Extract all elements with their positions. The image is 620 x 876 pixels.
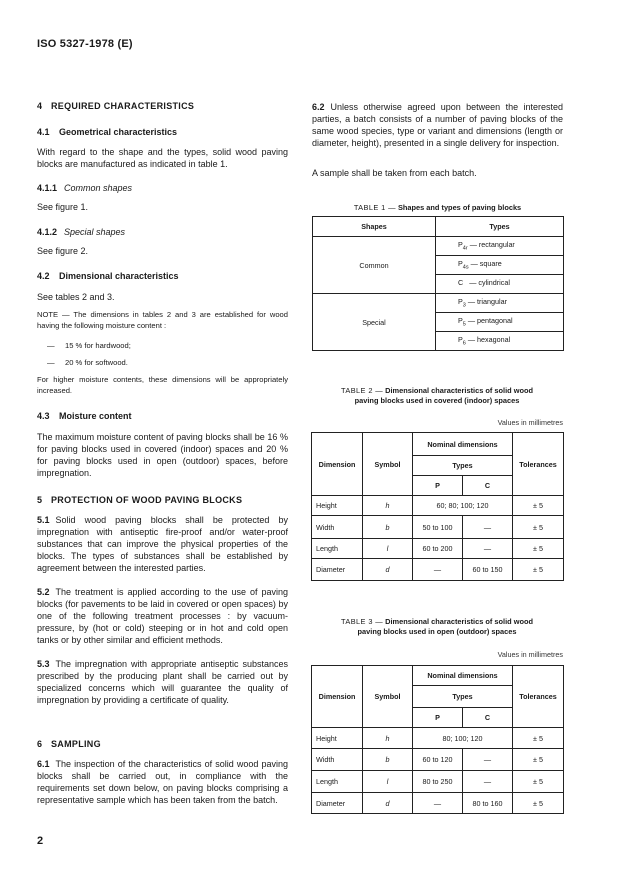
symbol-cell: b (363, 516, 413, 539)
type-cell (436, 275, 564, 294)
section-5-3-paragraph (37, 658, 288, 706)
clause-number: 5.1 (37, 515, 50, 525)
section-4-1-body: With regard to the shape and the types, solid wood paving blocks are manufactured as indicated in table 1. (37, 147, 288, 169)
type-subscript: 3 (462, 302, 466, 309)
note-item-text: 20 % for softwood. (65, 358, 128, 367)
dimension-cell: Diameter (312, 793, 363, 814)
section-4-2-note-after: For higher moisture contents, these dimensions will be appropriately increased. (37, 375, 288, 395)
section-5-1-paragraph (37, 514, 288, 574)
table-row (313, 294, 564, 313)
document-header: ISO 5327-1978 (E) (37, 38, 133, 50)
type-subscript: 6 (462, 340, 466, 347)
header-shapes: Shapes (313, 217, 436, 237)
type-cell (436, 237, 564, 256)
header-type-p: P (413, 708, 463, 728)
type-cell (436, 332, 564, 351)
type-symbol: P (458, 297, 463, 307)
note-list-item (37, 357, 298, 368)
table-row (312, 771, 564, 793)
table-row (312, 559, 564, 581)
table-2-caption (300, 386, 574, 406)
section-6-1-paragraph (37, 758, 288, 806)
header-symbol: Symbol (363, 433, 413, 496)
section-4-1-heading (37, 127, 288, 137)
table-1-caption (312, 203, 563, 213)
type-symbol: C (458, 278, 464, 288)
clause-text: Unless otherwise agreed upon between the interested parties, a batch consists of a number of paving blocks of the same wood species, type or variant and dimensions (length or diameter, height), presented in a single delivery for inspection. (312, 102, 563, 148)
header-type-c: C (463, 708, 513, 728)
dash-bullet: — (47, 341, 55, 350)
c-cell: — (463, 749, 513, 771)
clause-number: 5.2 (37, 587, 50, 597)
nominal-cell: 60; 80; 100; 120 (413, 496, 513, 516)
section-4-3-body: The maximum moisture content of paving blocks shall be 16 % for paving blocks used in covered (indoor) spaces and 20 % for paving blocks used in open (outdoor) spaces, before impregnation. (37, 432, 288, 478)
symbol-cell: l (363, 539, 413, 559)
section-4-2-body: See tables 2 and 3. (37, 292, 115, 302)
table-title: Dimensional characteristics of solid wood (385, 386, 533, 395)
table-header-row (312, 433, 564, 456)
tolerance-cell: ± 5 (513, 793, 564, 814)
section-title: Moisture content (59, 411, 132, 421)
table-1-shapes-and-types (312, 216, 564, 351)
section-4-heading (37, 101, 288, 111)
tolerance-cell: ± 5 (513, 559, 564, 581)
caption-line-1 (300, 617, 574, 627)
section-4-1-1-body: See figure 1. (37, 202, 89, 212)
type-name: — triangular (467, 297, 508, 307)
section-title: Special shapes (64, 227, 126, 237)
type-symbol: P (458, 240, 463, 250)
type-subscript: 5 (462, 321, 466, 328)
symbol-cell: l (363, 771, 413, 793)
section-4-2-note: NOTE — The dimensions in tables 2 and 3 are established for wood having the following moisture content : (37, 310, 288, 330)
header-symbol: Symbol (363, 666, 413, 728)
tolerance-cell: ± 5 (513, 728, 564, 749)
header-nominal-dimensions: Nominal dimensions (413, 433, 513, 456)
table-row (312, 728, 564, 749)
type-cell (436, 313, 564, 332)
p-cell: — (413, 793, 463, 814)
tolerance-cell: ± 5 (513, 496, 564, 516)
dimension-cell: Height (312, 728, 363, 749)
header-tolerances: Tolerances (513, 433, 564, 496)
table-label: TABLE 2 — (341, 386, 384, 395)
table-3-caption (300, 617, 574, 637)
clause-number: 6.2 (312, 102, 325, 112)
sample-note: A sample shall be taken from each batch. (312, 168, 477, 178)
section-4-1-2-body: See figure 2. (37, 246, 89, 256)
section-number: 6 (37, 739, 43, 749)
section-title: Geometrical characteristics (59, 127, 178, 137)
table-label: TABLE 3 — (341, 617, 384, 626)
table-header-row (313, 217, 564, 237)
note-item-text: 15 % for hardwood; (65, 341, 131, 350)
section-4-1-1-heading (37, 183, 288, 193)
p-cell: 60 to 120 (413, 749, 463, 771)
type-cell (436, 294, 564, 313)
table-3-dimensions-outdoor (311, 665, 564, 814)
section-5-2-paragraph (37, 586, 288, 646)
type-subscript: 4r (462, 245, 468, 252)
c-cell: — (463, 771, 513, 793)
caption-line-1 (300, 386, 574, 396)
type-symbol: P (458, 335, 463, 345)
header-type-p: P (413, 476, 463, 496)
section-number: 4.1.2 (37, 227, 58, 237)
header-dimension: Dimension (312, 666, 363, 728)
dimension-cell: Length (312, 771, 363, 793)
clause-number: 6.1 (37, 759, 50, 769)
clause-text: Solid wood paving blocks shall be protected by impregnation with antiseptic fire-proof and/or water-proof substances that can improve the physical properties of the blocks. The types of substances shall be established by agreement between the interested parties. (37, 515, 288, 573)
dimension-cell: Width (312, 516, 363, 539)
table-title: Shapes and types of paving blocks (397, 203, 522, 212)
c-cell: — (463, 516, 513, 539)
type-symbol: P (458, 316, 463, 326)
table-row (313, 237, 564, 256)
header-types: Types (436, 217, 564, 237)
table-row (312, 749, 564, 771)
type-subscript: 4s (462, 264, 469, 271)
shape-group-common: Common (313, 237, 436, 294)
section-4-2-heading (37, 271, 288, 281)
header-dimension: Dimension (312, 433, 363, 496)
table-2-dimensions-indoor (311, 432, 564, 581)
section-title: REQUIRED CHARACTERISTICS (51, 101, 195, 111)
type-cell (436, 256, 564, 275)
dimension-cell: Width (312, 749, 363, 771)
c-cell: — (463, 539, 513, 559)
table-row (312, 496, 564, 516)
section-6-2-paragraph (312, 101, 563, 149)
type-name: — cylindrical (465, 278, 510, 288)
tolerance-cell: ± 5 (513, 539, 564, 559)
section-number: 4.1.1 (37, 183, 58, 193)
table-3-units: Values in millimetres (497, 650, 563, 659)
dimension-cell: Length (312, 539, 363, 559)
section-4-3-heading (37, 411, 288, 421)
table-label: TABLE 1 — (353, 203, 396, 212)
c-cell: 80 to 160 (463, 793, 513, 814)
page-number: 2 (37, 835, 44, 847)
table-header-row (312, 666, 564, 686)
symbol-cell: h (363, 496, 413, 516)
section-number: 4.3 (37, 411, 50, 421)
section-number: 4 (37, 101, 43, 111)
dash-bullet: — (47, 358, 55, 367)
header-types: Types (413, 456, 513, 476)
section-5-heading (37, 495, 288, 505)
clause-number: 5.3 (37, 659, 50, 669)
type-name: — hexagonal (467, 335, 511, 345)
section-title: Common shapes (64, 183, 133, 193)
section-number: 4.1 (37, 127, 50, 137)
p-cell: 60 to 200 (413, 539, 463, 559)
type-symbol: P (458, 259, 463, 269)
p-cell: 50 to 100 (413, 516, 463, 539)
symbol-cell: h (363, 728, 413, 749)
symbol-cell: d (363, 559, 413, 581)
p-cell: — (413, 559, 463, 581)
clause-text: The impregnation with appropriate antiseptic substances prescribed by the producing plant shall be carried out by specialized concerns which will guarantee the quality of impregnation by providing a certificate of quality. (37, 659, 288, 705)
clause-text: The treatment is applied according to the use of paving blocks (for pavements to be laid in covered or open spaces) by one of the following treatment processes : by vacuum-pressure, by (hot or cold) steeping or in hot and cold open tanks or by other similar and efficient methods. (37, 587, 288, 645)
table-title: Dimensional characteristics of solid wood (385, 617, 533, 626)
section-number: 5 (37, 495, 43, 505)
section-4-1-2-heading (37, 227, 288, 237)
type-name: — pentagonal (467, 316, 513, 326)
table-2-units: Values in millimetres (497, 418, 563, 427)
dimension-cell: Diameter (312, 559, 363, 581)
p-cell: 80 to 250 (413, 771, 463, 793)
dimension-cell: Height (312, 496, 363, 516)
section-title: SAMPLING (51, 739, 101, 749)
header-nominal-dimensions: Nominal dimensions (413, 666, 513, 686)
section-title: PROTECTION OF WOOD PAVING BLOCKS (51, 495, 243, 505)
clause-text: The inspection of the characteristics of solid wood paving blocks shall be carried out, in compliance with the requirements set down below, on paving blocks comprising a representative sample which has been taken from the batch. (37, 759, 288, 805)
table-title-line-2: paving blocks used in covered (indoor) spaces (354, 396, 520, 405)
note-list-item (37, 340, 298, 351)
section-6-heading (37, 739, 288, 749)
type-name: — rectangular (469, 240, 515, 250)
header-type-c: C (463, 476, 513, 496)
symbol-cell: d (363, 793, 413, 814)
table-title-line-2: paving blocks used in open (outdoor) spaces (357, 627, 517, 636)
section-number: 4.2 (37, 271, 50, 281)
section-title: Dimensional characteristics (59, 271, 179, 281)
shape-group-special: Special (313, 294, 436, 351)
tolerance-cell: ± 5 (513, 749, 564, 771)
tolerance-cell: ± 5 (513, 771, 564, 793)
nominal-cell: 80; 100; 120 (413, 728, 513, 749)
table-row (312, 516, 564, 539)
table-row (312, 793, 564, 814)
header-tolerances: Tolerances (513, 666, 564, 728)
c-cell: 60 to 150 (463, 559, 513, 581)
type-name: — square (470, 259, 502, 269)
table-row (312, 539, 564, 559)
header-types: Types (413, 686, 513, 708)
tolerance-cell: ± 5 (513, 516, 564, 539)
symbol-cell: b (363, 749, 413, 771)
